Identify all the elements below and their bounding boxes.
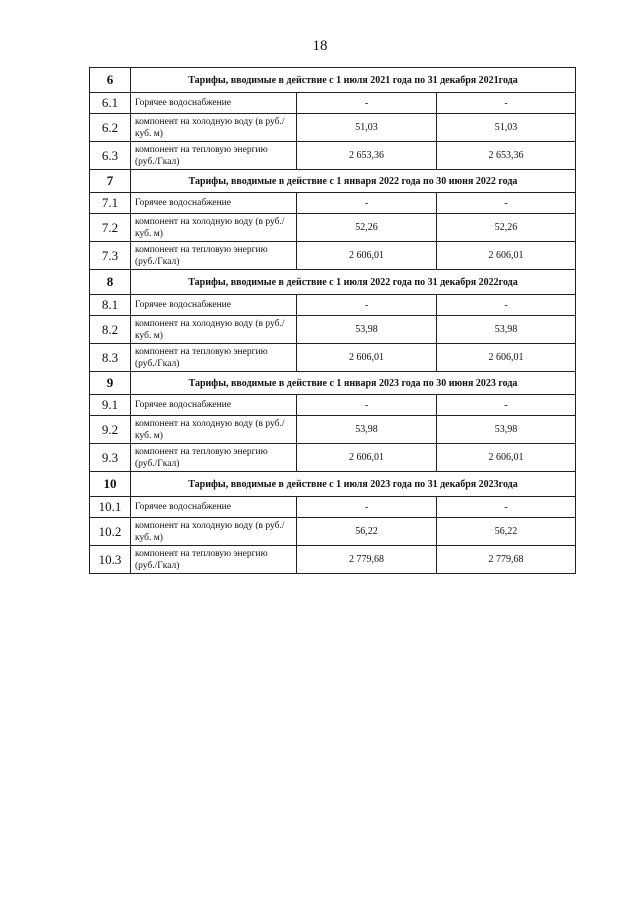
row-name: компонент на холодную воду (в руб./куб. м) [131, 316, 297, 344]
row-number: 8.3 [90, 344, 131, 372]
row-value-2: 2 653,36 [437, 142, 576, 170]
row-name: Горячее водоснабжение [131, 93, 297, 114]
row-value-2: - [437, 395, 576, 416]
row-value-1: 52,26 [297, 214, 437, 242]
row-number: 8.1 [90, 295, 131, 316]
row-value-1: - [297, 497, 437, 518]
section-header-row [90, 270, 576, 295]
row-name: компонент на холодную воду (в руб./куб. м) [131, 214, 297, 242]
row-value-1: - [297, 295, 437, 316]
row-value-2: - [437, 295, 576, 316]
row-number: 8.2 [90, 316, 131, 344]
row-name: компонент на холодную воду (в руб./куб. м) [131, 518, 297, 546]
row-number: 6.1 [90, 93, 131, 114]
section-title: Тарифы, вводимые в действие с 1 июля 2022 года по 31 декабря 2022года [131, 270, 576, 295]
row-number: 10.1 [90, 497, 131, 518]
table-row [90, 114, 576, 142]
row-value-2: 56,22 [437, 518, 576, 546]
table-row [90, 193, 576, 214]
row-name: компонент на холодную воду (в руб./куб. м) [131, 114, 297, 142]
section-number: 6 [90, 68, 131, 93]
table-row [90, 214, 576, 242]
row-value-2: - [437, 93, 576, 114]
section-number: 7 [90, 170, 131, 193]
section-number: 9 [90, 372, 131, 395]
row-name: Горячее водоснабжение [131, 295, 297, 316]
table-row [90, 518, 576, 546]
table-row [90, 344, 576, 372]
row-name: компонент на холодную воду (в руб./куб. м) [131, 416, 297, 444]
row-value-2: 53,98 [437, 316, 576, 344]
section-title: Тарифы, вводимые в действие с 1 января 2022 года по 30 июня 2022 года [131, 170, 576, 193]
table-row [90, 295, 576, 316]
row-value-1: 53,98 [297, 416, 437, 444]
row-name: компонент на тепловую энергию (руб./Гкал) [131, 444, 297, 472]
row-value-2: 51,03 [437, 114, 576, 142]
table-row [90, 546, 576, 574]
row-value-2: 2 606,01 [437, 444, 576, 472]
section-title: Тарифы, вводимые в действие с 1 января 2023 года по 30 июня 2023 года [131, 372, 576, 395]
row-value-2: 2 606,01 [437, 344, 576, 372]
table-row [90, 395, 576, 416]
row-value-1: - [297, 93, 437, 114]
row-number: 10.2 [90, 518, 131, 546]
row-name: Горячее водоснабжение [131, 395, 297, 416]
row-value-2: - [437, 497, 576, 518]
row-value-1: 2 606,01 [297, 444, 437, 472]
row-number: 9.2 [90, 416, 131, 444]
row-name: компонент на тепловую энергию (руб./Гкал) [131, 142, 297, 170]
row-number: 6.3 [90, 142, 131, 170]
table-row [90, 242, 576, 270]
row-value-2: 2 779,68 [437, 546, 576, 574]
row-value-2: 52,26 [437, 214, 576, 242]
row-number: 9.1 [90, 395, 131, 416]
row-number: 10.3 [90, 546, 131, 574]
row-number: 7.2 [90, 214, 131, 242]
section-header-row [90, 372, 576, 395]
row-value-1: 2 606,01 [297, 344, 437, 372]
row-name: компонент на тепловую энергию (руб./Гкал) [131, 344, 297, 372]
row-number: 7.3 [90, 242, 131, 270]
section-title: Тарифы, вводимые в действие с 1 июля 2023 года по 31 декабря 2023года [131, 472, 576, 497]
row-value-1: 2 779,68 [297, 546, 437, 574]
section-number: 10 [90, 472, 131, 497]
table-row [90, 497, 576, 518]
row-value-1: - [297, 193, 437, 214]
table-row [90, 416, 576, 444]
section-number: 8 [90, 270, 131, 295]
table-row [90, 142, 576, 170]
row-name: компонент на тепловую энергию (руб./Гкал) [131, 546, 297, 574]
row-value-1: 53,98 [297, 316, 437, 344]
row-value-1: 51,03 [297, 114, 437, 142]
row-name: Горячее водоснабжение [131, 193, 297, 214]
row-value-1: - [297, 395, 437, 416]
section-header-row [90, 472, 576, 497]
row-name: компонент на тепловую энергию (руб./Гкал) [131, 242, 297, 270]
row-value-1: 2 606,01 [297, 242, 437, 270]
row-value-2: 53,98 [437, 416, 576, 444]
row-number: 9.3 [90, 444, 131, 472]
section-header-row [90, 68, 576, 93]
row-value-1: 56,22 [297, 518, 437, 546]
table-row [90, 444, 576, 472]
page-number: 18 [312, 38, 328, 54]
table-row [90, 93, 576, 114]
row-number: 6.2 [90, 114, 131, 142]
row-name: Горячее водоснабжение [131, 497, 297, 518]
section-header-row [90, 170, 576, 193]
section-title: Тарифы, вводимые в действие с 1 июля 2021 года по 31 декабря 2021года [131, 68, 576, 93]
row-number: 7.1 [90, 193, 131, 214]
table-row [90, 316, 576, 344]
row-value-1: 2 653,36 [297, 142, 437, 170]
row-value-2: - [437, 193, 576, 214]
tariff-table [89, 67, 576, 574]
row-value-2: 2 606,01 [437, 242, 576, 270]
